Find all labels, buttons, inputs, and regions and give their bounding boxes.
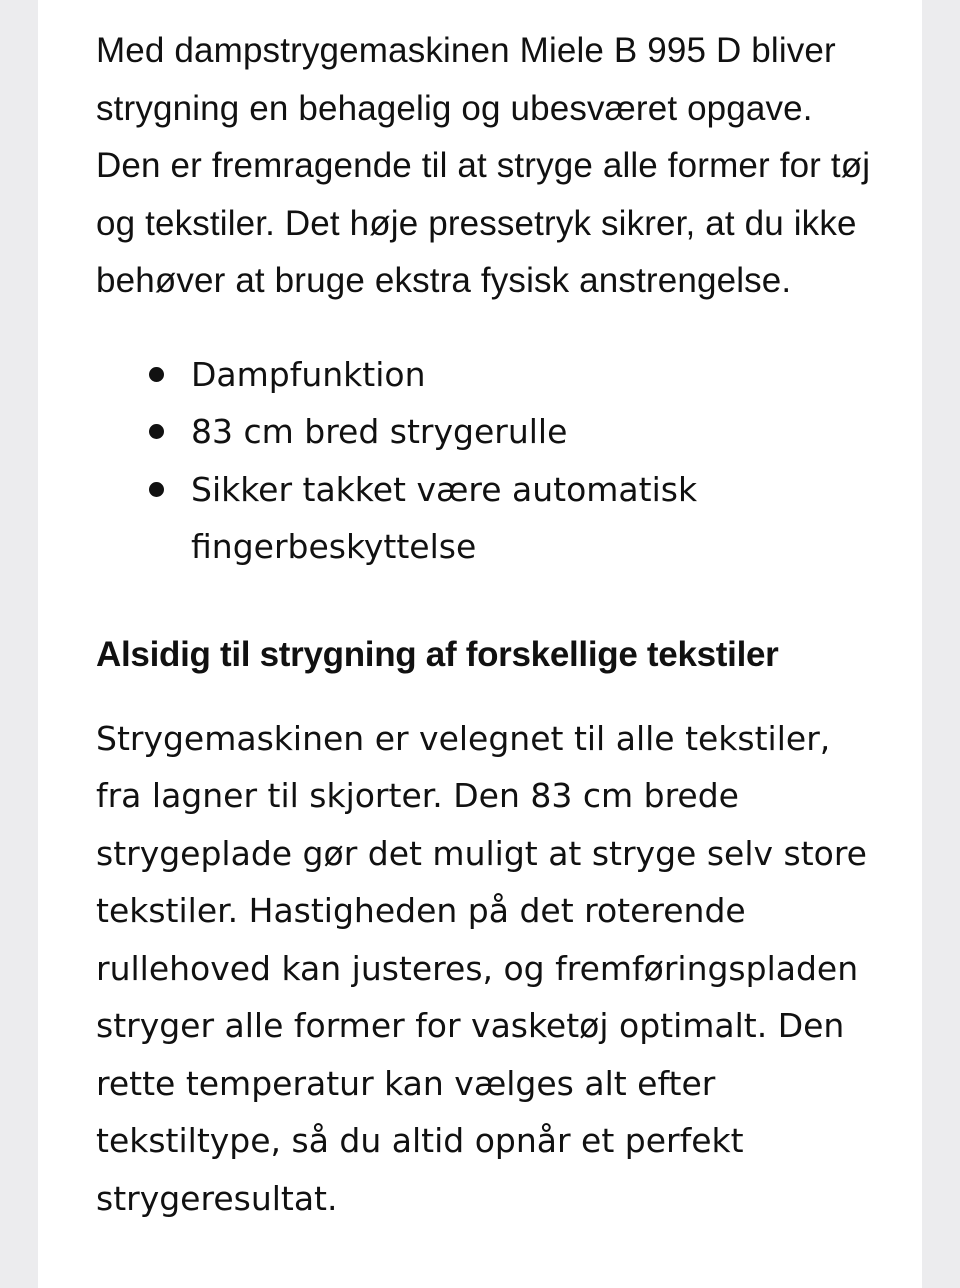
section-paragraph: Strygemaskinen er velegnet til alle tekstiler, fra lagner til skjorter. Den 83 cm brede strygeplade gør det muligt at stryge selv store tekstiler. Hastigheden på det roterende rullehoved kan justeres, og fremføringspladen stryger alle former for vasketøj optimalt. Den rette temperatur kan vælges alt efter tekstiltype, så du altid opnår et perfekt strygeresultat. xyxy=(96,718,867,1218)
section-heading: Alsidig til strygning af forskellige tekstiler xyxy=(96,634,779,674)
feature-list xyxy=(96,346,886,576)
feature-text: Sikker takket være automatisk fingerbeskyttelse xyxy=(191,469,698,566)
feature-list-item xyxy=(191,461,886,576)
article-content xyxy=(96,22,886,1227)
article-card xyxy=(38,0,922,1288)
feature-text: 83 cm bred strygerulle xyxy=(191,412,568,451)
feature-text: Dampfunktion xyxy=(191,354,426,394)
feature-list-item xyxy=(191,403,886,461)
feature-list-item xyxy=(191,346,886,404)
intro-paragraph: Med dampstrygemaskinen Miele B 995 D bliver strygning en behagelig og ubesværet opgave. Den er fremragende til at stryge alle former for tøj og tekstiler. Det høje pressetryk sikrer, at du ikke behøver at bruge ekstra fysisk anstrengelse. xyxy=(96,31,871,300)
bullet-dot-icon xyxy=(149,424,164,439)
bullet-dot-icon xyxy=(149,367,164,382)
bullet-dot-icon xyxy=(149,482,164,497)
